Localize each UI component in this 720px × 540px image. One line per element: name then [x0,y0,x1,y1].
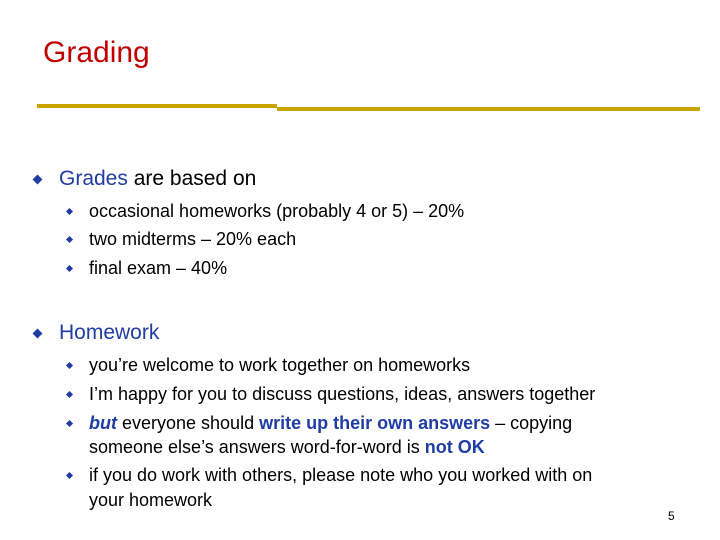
sub-bullet-diamond-icon [66,208,73,215]
grades-heading-text: are based on [127,167,257,190]
grades-item-homeworks: occasional homeworks (probably 4 or 5) – 20% [89,201,465,221]
sub-bullet-diamond-icon [66,362,73,369]
copying-text: someone else’s answers word-for-word is [89,437,425,457]
emphasis-own-answers: write up their own answers [259,413,491,433]
homework-item-write-up [89,410,572,436]
bullet-diamond-icon [33,329,43,339]
grades-item-midterms: two midterms – 20% each [89,229,297,249]
homework-item-discuss: I’m happy for you to discuss questions, ideas, answers together [89,384,596,404]
sub-bullet-diamond-icon [66,236,73,243]
homework-item-note-collaborators-cont: your homework [89,490,213,510]
homework-heading: Homework [59,321,160,344]
homework-item-note-collaborators: if you do work with others, please note who you worked with on [89,465,593,485]
page-number: 5 [668,509,675,523]
sub-bullet-diamond-icon [66,265,73,272]
grades-item-final: final exam – 40% [89,258,228,278]
sub-bullet-diamond-icon [66,472,73,479]
homework-item-together: you’re welcome to work together on homeworks [89,355,471,375]
sub-bullet-diamond-icon [66,420,73,427]
grades-heading [59,165,256,193]
homework-item-write-up-cont [89,434,485,460]
emphasis-but: but [89,413,117,433]
slide-title: Grading [43,36,150,69]
sub-bullet-diamond-icon [66,391,73,398]
title-underline-left [37,104,277,108]
write-up-text-rest: – copying [490,413,573,433]
write-up-text: everyone should [116,413,260,433]
grades-heading-keyword: Grades [59,167,128,190]
bullet-diamond-icon [33,175,43,185]
emphasis-not-ok: not OK [424,437,485,457]
title-underline-right [277,107,700,111]
